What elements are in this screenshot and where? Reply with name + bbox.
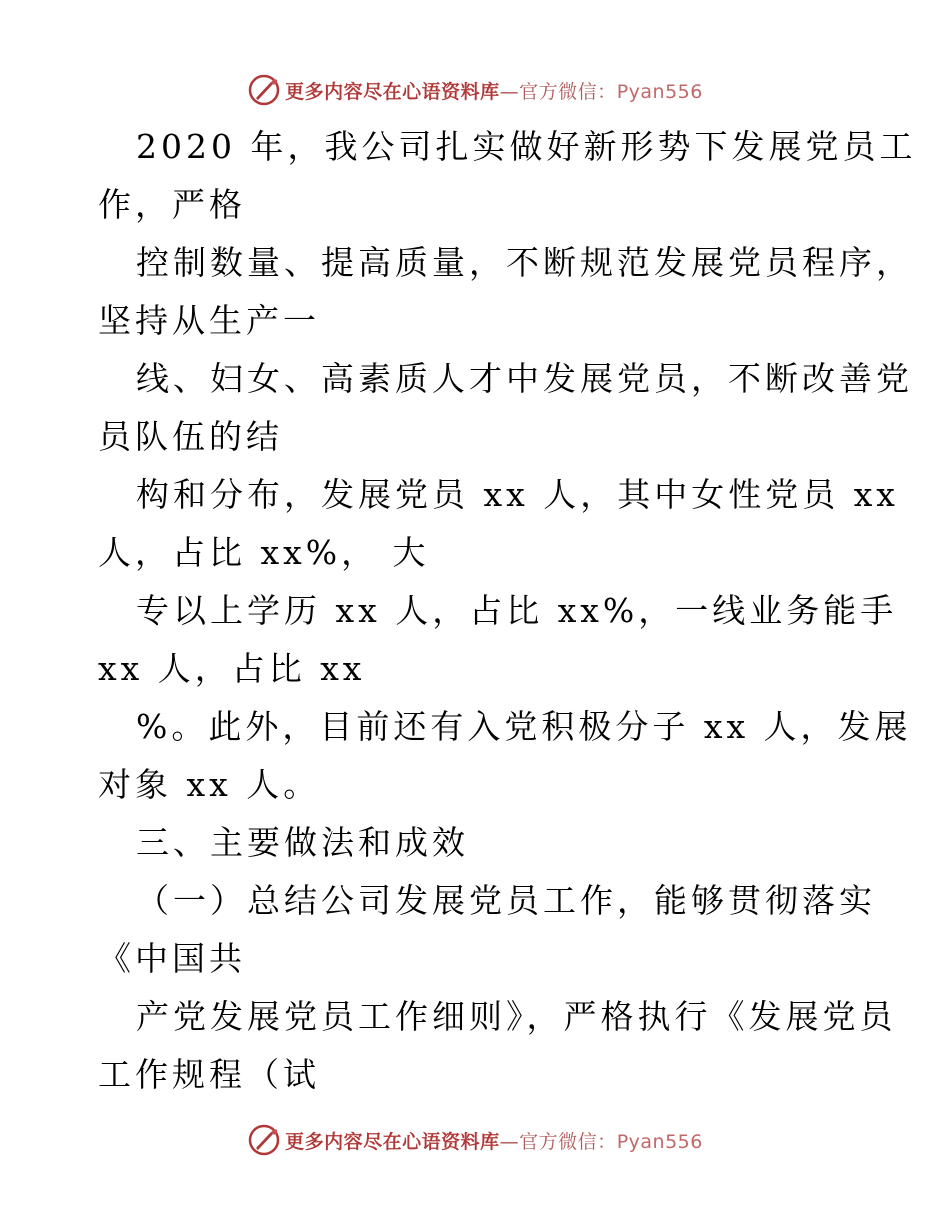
watermark-text <box>285 1127 703 1154</box>
watermark-brand: 更多内容尽在心语资料库 <box>285 1130 500 1153</box>
paragraph-line: 控制数量、提高质量，不断规范发展党员程序， <box>136 243 913 282</box>
paragraph-line: 坚持从生产一 <box>98 301 320 340</box>
watermark-text <box>285 77 703 104</box>
header-watermark-banner <box>0 70 950 110</box>
paragraph-line: 作，严格 <box>98 185 246 224</box>
paragraph-line: 产党发展党员工作细则》，严格执行《发展党员 <box>136 997 897 1036</box>
paragraph-line: 构和分布，发展党员 xx 人，其中女性党员 xx <box>136 475 899 514</box>
watermark-wechat-label: 官方微信： <box>519 1130 617 1153</box>
feather-pen-logo-icon <box>247 1123 281 1157</box>
document-body <box>98 118 917 1104</box>
paragraph-line: 人，占比 xx%， 大 <box>98 533 430 572</box>
footer-watermark-banner <box>0 1120 950 1160</box>
feather-pen-logo-icon <box>247 73 281 107</box>
watermark-wechat-id: Pyan556 <box>616 1130 703 1153</box>
paragraph-line: xx 人，占比 xx <box>98 649 366 688</box>
paragraph-line: 2020 年，我公司扎实做好新形势下发展党员工 <box>136 127 917 166</box>
watermark-brand: 更多内容尽在心语资料库 <box>285 80 500 103</box>
watermark-dash: — <box>499 80 520 103</box>
watermark-wechat-id: Pyan556 <box>616 80 703 103</box>
paragraph-line: 专以上学历 xx 人，占比 xx%，一线业务能手 <box>136 591 898 630</box>
section-heading: 三、主要做法和成效 <box>136 823 469 862</box>
paragraph-line: 工作规程（试 <box>98 1055 320 1094</box>
paragraph-line: 员队伍的结 <box>98 417 283 456</box>
subsection-heading: （一）总结公司发展党员工作，能够贯彻落实 <box>136 881 876 920</box>
paragraph-line: 对象 xx 人。 <box>98 765 321 804</box>
paragraph-line: %。此外，目前还有入党积极分子 xx 人，发展 <box>136 707 912 746</box>
paragraph-line: 《中国共 <box>98 939 246 978</box>
watermark-dash: — <box>499 1130 520 1153</box>
paragraph-line: 线、妇女、高素质人才中发展党员，不断改善党 <box>136 359 913 398</box>
watermark-wechat-label: 官方微信： <box>519 80 617 103</box>
